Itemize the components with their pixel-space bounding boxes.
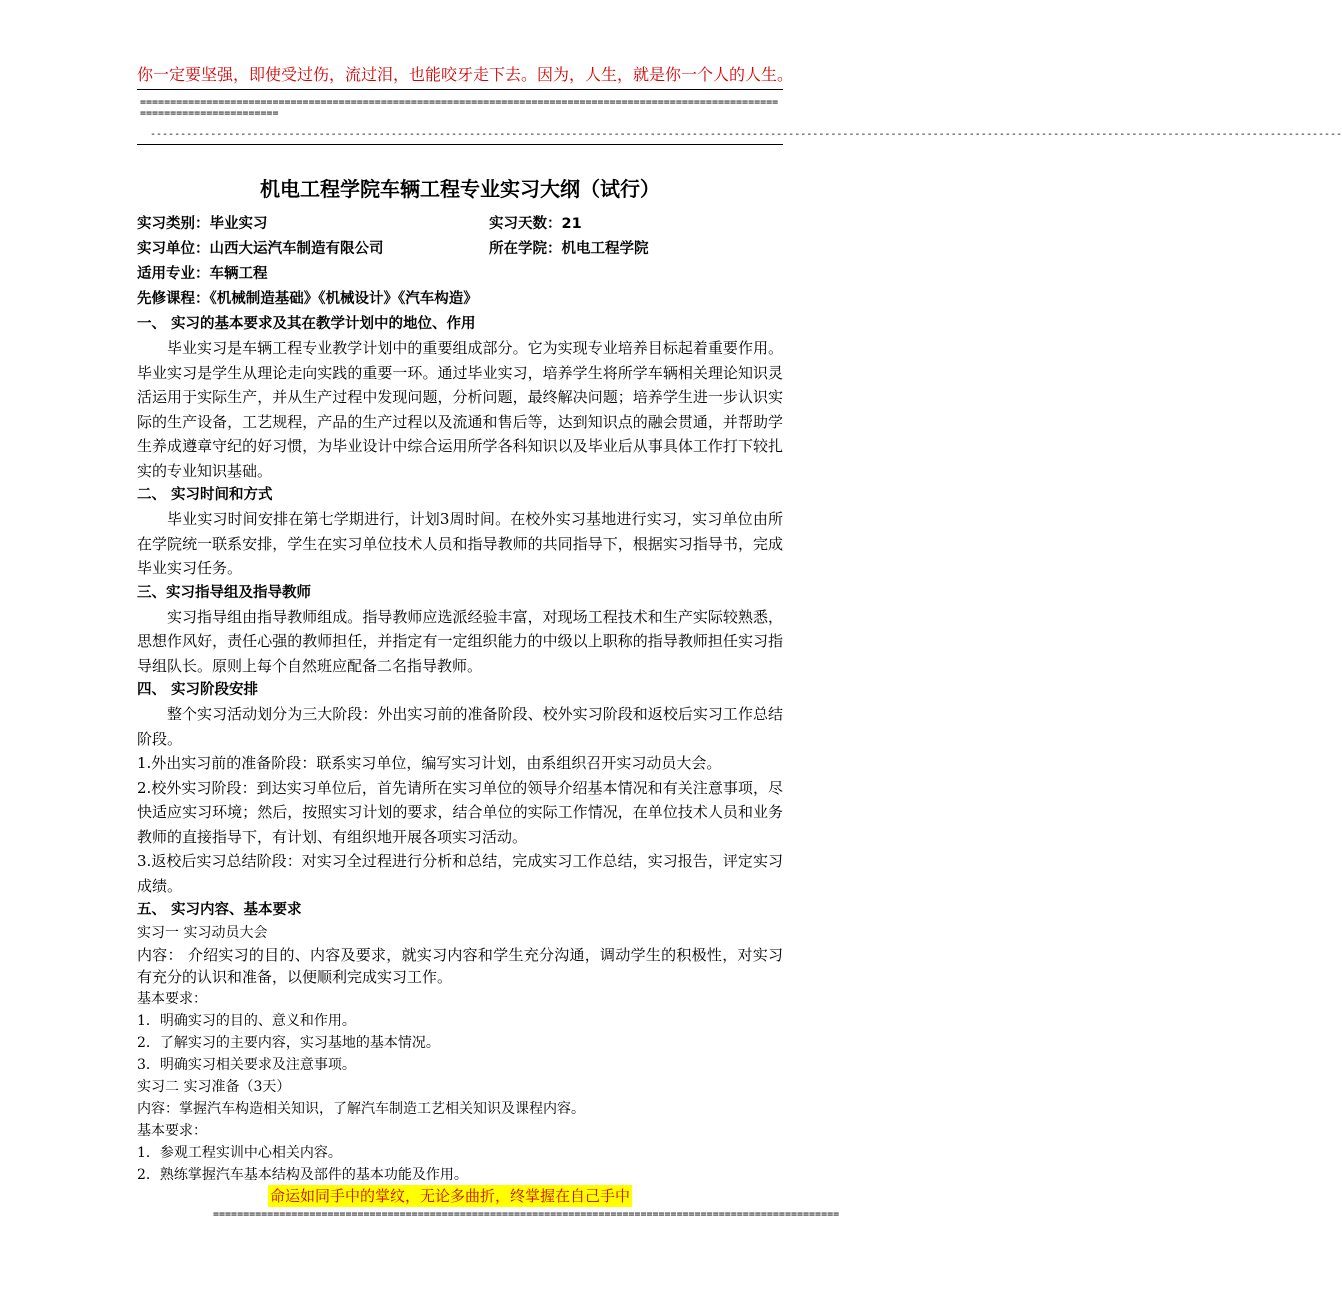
practice-2-req-label: 基本要求：	[137, 1123, 207, 1139]
practice-2-title: 实习二 实习准备（3天）	[137, 1079, 291, 1095]
practice-1-req-label: 基本要求：	[137, 991, 207, 1007]
document-title: 机电工程学院车辆工程专业实习大纲（试行）	[260, 177, 660, 201]
section-4-body: 整个实习活动划分为三大阶段：外出实习前的准备阶段、校外实习阶段和返校后实习工作总结阶段。	[137, 705, 783, 748]
section-1-heading: 一、 实习的基本要求及其在教学计划中的地位、作用	[137, 316, 476, 332]
practice-1-req-2: 2．了解实习的主要内容，实习基地的基本情况。	[137, 1035, 440, 1051]
header-rule-top	[137, 89, 783, 90]
header-dash-line: ------------------------------------------------------------------------------------------------------------------------------------------------------------------------------------------------------	[150, 129, 1342, 140]
section-4-heading: 四、 实习阶段安排	[137, 682, 259, 698]
header-motto: 你一定要坚强，即使受过伤，流过泪，也能咬牙走下去。因为，人生，就是你一个人的人生。	[137, 65, 794, 84]
section-1-body: 毕业实习是车辆工程专业教学计划中的重要组成部分。它为实现专业培养目标起着重要作用。毕业实习是学生从理论走向实践的重要一环。通过毕业实习，培养学生将所学车辆相关理论知识灵活运用于实际生产，并从生产过程中发现问题，分析问题，最终解决问题；培养学生进一步认识实际的生产设备，工艺规程，产品的生产过程以及流通和售后等，达到知识点的融会贯通，并帮助学生养成遵章守纪的好习惯，为毕业设计中综合运用所学各科知识以及毕业后从事具体工作打下较扎实的专业知识基础。	[137, 339, 783, 480]
meta-type: 实习类别：毕业实习	[137, 216, 268, 232]
meta-row-2	[137, 237, 783, 262]
meta-row-1	[137, 212, 783, 237]
section-3-body: 实习指导组由指导教师组成。指导教师应选派经验丰富，对现场工程技术和生产实际较熟悉，思想作风好，责任心强的教师担任，并指定有一定组织能力的中级以上职称的指导教师担任实习指导组队长。原则上每个自然班应配备二名指导教师。	[137, 607, 783, 675]
section-4-item-1: 1.外出实习前的准备阶段：联系实习单位，编写实习计划，由系组织召开实习动员大会。	[137, 754, 722, 772]
section-2-body: 毕业实习时间安排在第七学期进行，计划3周时间。在校外实习基地进行实习，实习单位由所在学院统一联系安排，学生在实习单位技术人员和指导教师的共同指导下，根据实习指导书，完成毕业实习任务。	[137, 510, 783, 577]
section-4-item-2: 2.校外实习阶段：到达实习单位后，首先请所在实习单位的领导介绍基本情况和有关注意事项，尽快适应实习环境；然后，按照实习计划的要求，结合单位的实际工作情况，在单位技术人员和业务教师的直接指导下，有计划、有组织地开展各项实习活动。	[137, 778, 783, 846]
meta-days: 实习天数：21	[489, 216, 582, 232]
footer-motto: 命运如同手中的掌纹，无论多曲折，终掌握在自己手中	[270, 1187, 631, 1205]
section-5-heading: 五、 实习内容、基本要求	[137, 902, 302, 918]
header-rule-bottom	[137, 144, 783, 145]
section-3-heading: 三、实习指导组及指导教师	[137, 584, 311, 601]
header-equals-line: =================================================================================================================================	[140, 97, 779, 119]
practice-1-title: 实习一 实习动员大会	[137, 925, 268, 941]
section-2-heading: 二、 实习时间和方式	[137, 487, 273, 503]
practice-2-req-1: 1．参观工程实训中心相关内容。	[137, 1145, 342, 1161]
footer-equals-line: ========================================================================================================	[213, 1209, 840, 1220]
practice-2-req-2: 2．熟练掌握汽车基本结构及部件的基本功能及作用。	[137, 1167, 468, 1183]
meta-prereq: 先修课程：《机械制造基础》《机械设计》《汽车构造》	[137, 291, 478, 307]
document-body	[137, 212, 783, 1186]
practice-2-content: 内容：掌握汽车构造相关知识，了解汽车制造工艺相关知识及课程内容。	[137, 1101, 585, 1117]
section-4-item-3: 3.返校后实习总结阶段：对实习全过程进行分析和总结，完成实习工作总结，实习报告，评定实习成绩。	[137, 852, 783, 895]
meta-unit: 实习单位：山西大运汽车制造有限公司	[137, 241, 384, 257]
practice-1-req-3: 3．明确实习相关要求及注意事项。	[137, 1057, 356, 1073]
meta-college: 所在学院：机电工程学院	[489, 241, 649, 257]
practice-1-content: 内容： 介绍实习的目的、内容及要求，就实习内容和学生充分沟通，调动学生的积极性，对实习有充分的认识和准备，以便顺利完成实习工作。	[137, 946, 783, 986]
meta-major: 适用专业：车辆工程	[137, 266, 268, 282]
practice-1-req-1: 1．明确实习的目的、意义和作用。	[137, 1013, 356, 1029]
